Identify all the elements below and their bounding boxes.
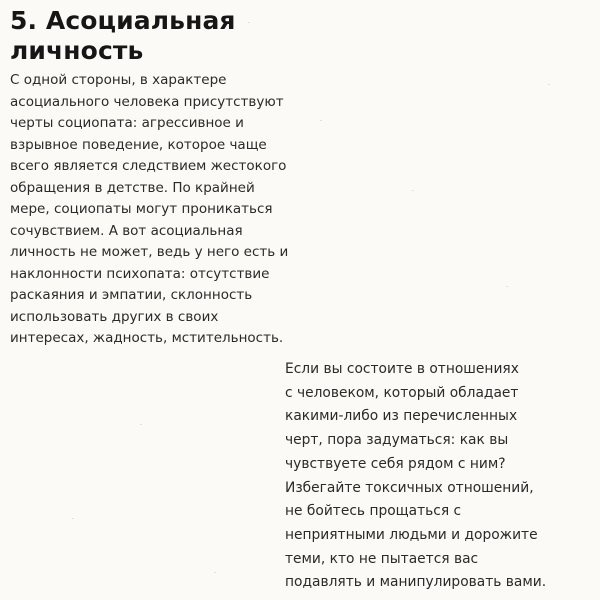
paragraph-line: раскаяния и эмпатии, склонность [10,287,253,303]
paragraph-line: черт, пора задуматься: как вы [285,432,509,449]
paragraph-left [10,70,288,350]
paragraph-line: не бойтесь прощаться с [285,503,462,520]
paper-speck [506,286,508,287]
paragraph-line: подавлять и манипулировать вами. [285,574,547,591]
paragraph-line: личность не может, ведь у него есть и [10,244,289,260]
paper-speck [320,120,322,121]
title-line: личность [10,36,144,65]
paragraph-line: мере, социопаты могут проникаться [10,201,273,217]
paragraph-line: черты социопата: агрессивное и [10,115,244,131]
paragraph-line: неприятными людьми и дорожите [285,526,538,543]
paragraph-line: С одной стороны, в характере [10,72,227,88]
paragraph-line: асоциального человека присутствуют [10,93,284,110]
paper-speck [140,424,142,425]
paragraph-line: всего является следствием жестокого [10,158,287,174]
paragraph-line: Избегайте токсичных отношений, [285,479,534,496]
paper-speck [412,190,414,191]
paragraph-right [285,358,546,595]
paragraph-line: интересах, жадность, мстительность. [10,330,284,346]
paper-speck [248,22,250,23]
paragraph-line: чувствуете себя рядом с ним? [285,455,506,472]
paper-speck [72,518,74,519]
paper-speck [214,572,216,573]
paragraph-line: использовать других в своих [10,308,219,325]
paragraph-line: теми, кто не пытается вас [285,550,479,567]
paragraph-line: сочувствием. А вот асоциальная [10,222,243,239]
paragraph-line: наклонности психопата: отсутствие [10,265,270,282]
paragraph-line: обращения в детстве. По крайней [10,179,255,196]
paragraph-line: взрывное поведение, которое чаще [10,136,267,153]
paper-speck [548,84,550,85]
article-title [10,6,236,66]
paragraph-line: какими-либо из перечисленных [285,408,518,425]
paragraph-line: с человеком, который обладает [285,384,519,401]
title-line: 5. Асоциальная [10,6,236,35]
paragraph-line: Если вы состоите в отношениях [285,361,519,377]
